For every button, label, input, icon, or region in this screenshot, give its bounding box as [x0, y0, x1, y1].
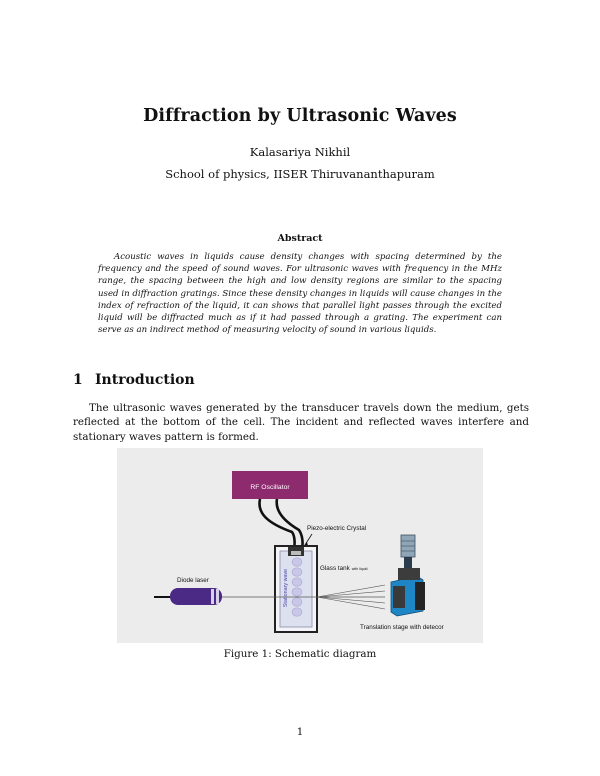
stage-block: [398, 568, 420, 580]
rf-oscillator-label: RF Oscillator: [250, 484, 290, 491]
section-title: Introduction: [95, 372, 195, 388]
schematic-figure: [117, 448, 483, 643]
section-heading: [73, 372, 195, 388]
crystal-label: Piezo-electric Crystal: [307, 525, 367, 532]
glass-tank-label: [320, 565, 368, 572]
laser-band: [211, 589, 214, 604]
wave-node: [292, 558, 302, 566]
author-name: Kalasariya Nikhil: [249, 145, 351, 159]
page-number: 1: [296, 726, 304, 738]
piezo-crystal-face: [291, 551, 301, 555]
wave-node: [292, 568, 302, 576]
stage-knob: [415, 582, 425, 610]
paper-title: Diffraction by Ultrasonic Waves: [143, 106, 457, 126]
translation-stage-label: Translation stage with detecor: [360, 624, 444, 631]
diode-laser-label: Diode laser: [177, 577, 209, 584]
glass-tank-label-sub: with liquid: [351, 567, 368, 571]
detector-window: [393, 586, 405, 608]
diode-laser: [170, 588, 222, 605]
stationary-wave-label: Stationary wave: [283, 568, 289, 608]
glass-tank-label-main: Glass tank: [320, 565, 350, 572]
abstract-heading: Abstract: [277, 233, 323, 244]
wave-node: [292, 578, 302, 586]
figure-caption: Figure 1: Schematic diagram: [223, 648, 377, 660]
wave-node: [292, 588, 302, 596]
abstract-text: Acoustic waves in liquids cause density changes with spacing determined by the frequency and the speed of sound waves. For ultrasonic waves with frequency in the MHz range, the spacing between the high and low density regions are similar to the spacing used in diffraction gratings. Since these density changes in liquids will cause changes in the index of refraction of the liquid, it can shows that parallel light passes through the excited liquid will be diffracted much as if it had passed through a grating. The experiment can serve as an indirect method of measuring velocity of sound in various liquids.: [98, 252, 502, 336]
section-number: 1: [73, 372, 83, 388]
laser-band: [216, 589, 219, 604]
author-affiliation: School of physics, IISER Thiruvananthapuram: [165, 167, 435, 181]
wave-node: [292, 598, 302, 606]
intro-paragraph: The ultrasonic waves generated by the transducer travels down the medium, gets reflected at the bottom of the cell. The incident and reflected waves interfere and stationary waves pattern is formed.: [73, 402, 529, 443]
wave-node: [292, 608, 302, 616]
